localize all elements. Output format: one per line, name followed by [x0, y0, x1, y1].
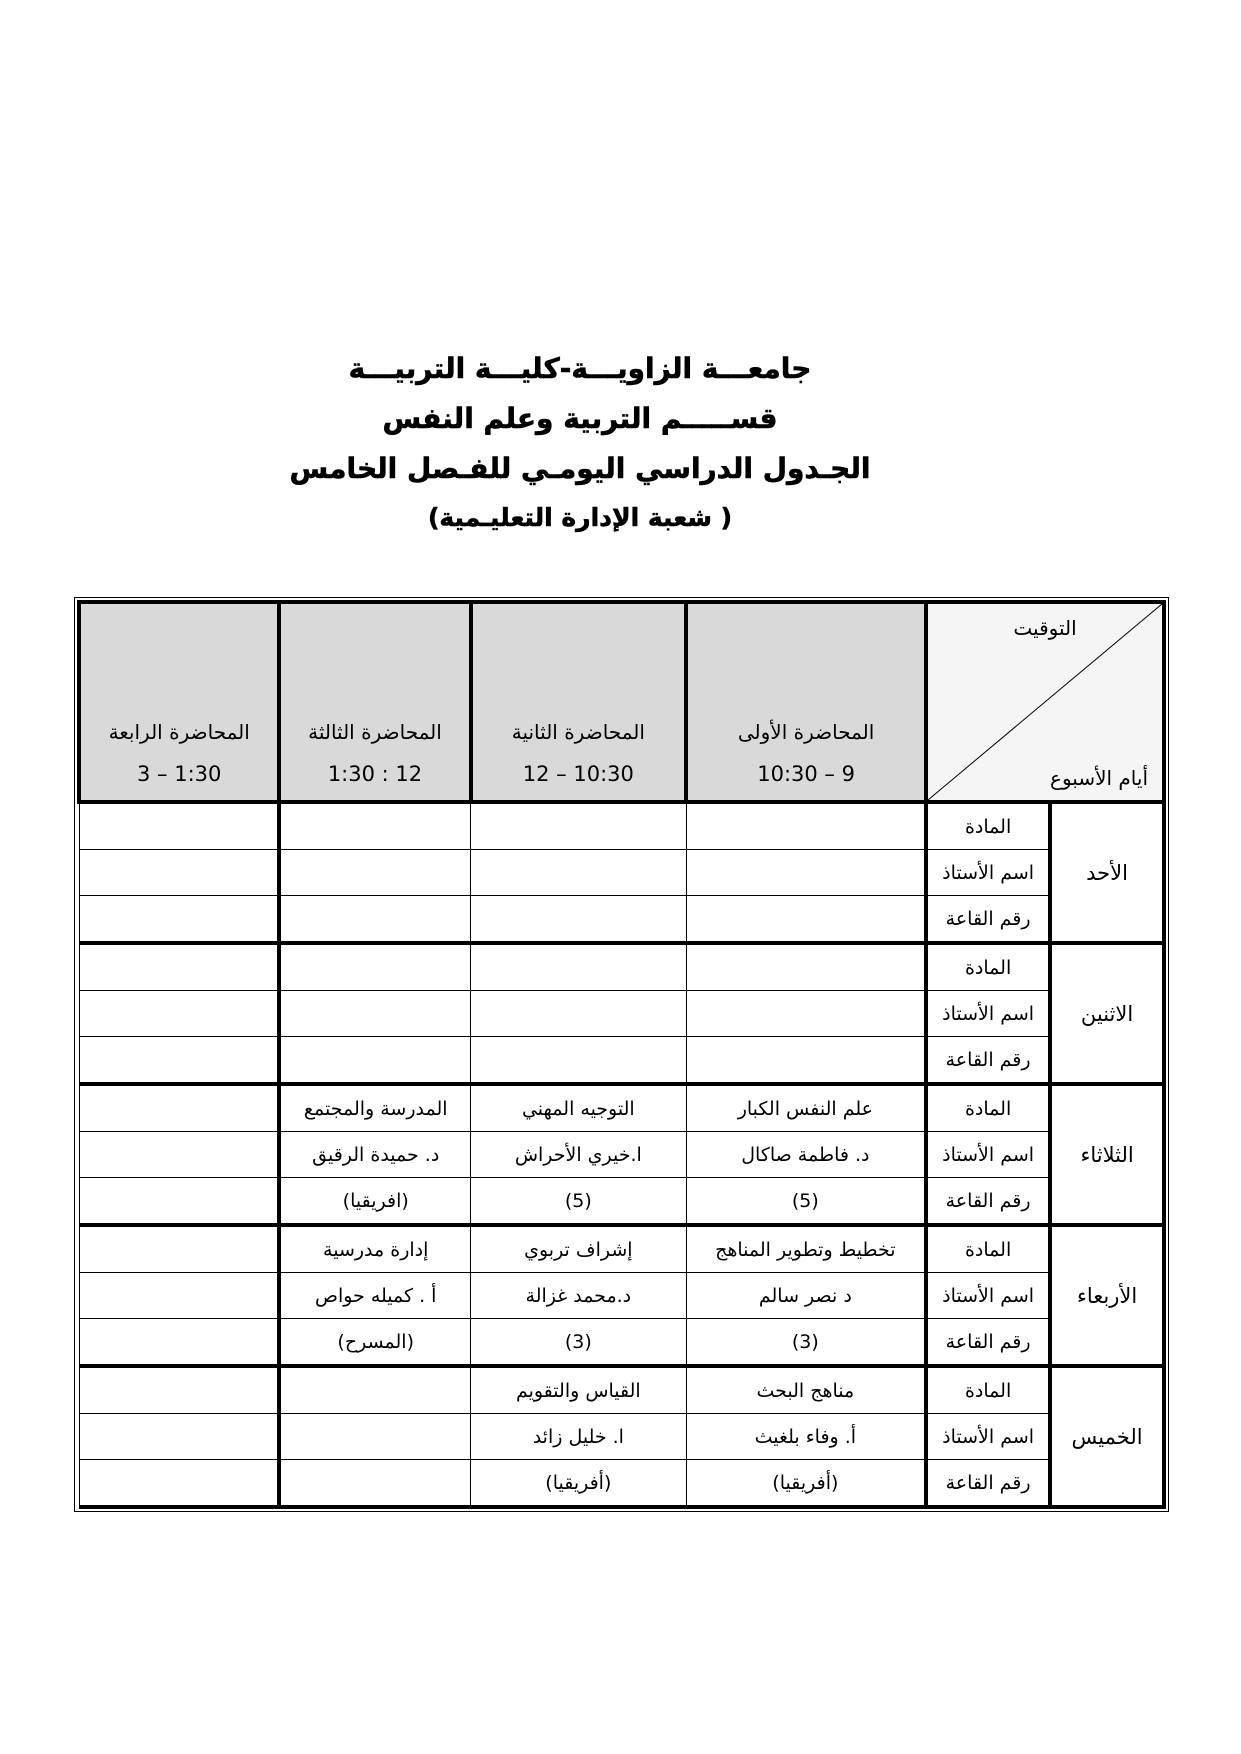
slot-teacher — [79, 1414, 279, 1460]
slot-teacher — [79, 1273, 279, 1319]
header-lecture-4 — [79, 602, 279, 802]
slot-subject: مناهج البحث — [686, 1366, 926, 1414]
slot-teacher: ا. خليل زائد — [471, 1414, 687, 1460]
table-row — [79, 943, 1164, 991]
slot-teacher — [686, 850, 926, 896]
slot-room: (المسرح) — [279, 1319, 470, 1367]
lecture-3-time: 1:30 : 12 — [327, 762, 423, 786]
slot-subject: إدارة مدرسية — [279, 1225, 470, 1273]
slot-room — [686, 1037, 926, 1085]
slot-teacher: د.محمد غزالة — [471, 1273, 687, 1319]
table-row — [79, 1037, 1164, 1085]
row-label-teacher: اسم الأستاذ — [926, 850, 1050, 896]
row-label-room: رقم القاعة — [926, 896, 1050, 944]
schedule-table-container — [77, 600, 1166, 1509]
slot-subject: المدرسة والمجتمع — [279, 1084, 470, 1132]
slot-room — [79, 1319, 279, 1367]
table-row — [79, 1460, 1164, 1508]
lecture-3-name: المحاضرة الثالثة — [308, 720, 442, 744]
slot-room: (افريقيا) — [279, 1178, 470, 1226]
slot-subject — [279, 943, 470, 991]
slot-room — [471, 896, 687, 944]
document-title-block — [40, 344, 1120, 542]
slot-teacher: د. فاطمة صاكال — [686, 1132, 926, 1178]
slot-room: (5) — [686, 1178, 926, 1226]
day-cell-tuesday: الثلاثاء — [1050, 1084, 1164, 1225]
lecture-2-time: 12 – 10:30 — [522, 762, 634, 786]
slot-room — [686, 896, 926, 944]
lecture-1-name: المحاضرة الأولى — [737, 720, 875, 744]
slot-room: (3) — [471, 1319, 687, 1367]
slot-teacher — [279, 991, 470, 1037]
table-row — [79, 1273, 1164, 1319]
slot-teacher: ا.خيري الأحراش — [471, 1132, 687, 1178]
schedule-table — [77, 600, 1166, 1509]
slot-teacher — [79, 1132, 279, 1178]
slot-teacher: أ. وفاء بلغيث — [686, 1414, 926, 1460]
slot-room — [79, 1037, 279, 1085]
lecture-4-time: 3 – 1:30 — [137, 762, 222, 786]
title-division: ( شعبة الإدارة التعليـمية) — [427, 503, 733, 532]
slot-room — [79, 896, 279, 944]
slot-teacher — [279, 1414, 470, 1460]
slot-room: (3) — [686, 1319, 926, 1367]
slot-subject: علم النفس الكبار — [686, 1084, 926, 1132]
table-row — [79, 802, 1164, 850]
corner-cell — [926, 602, 1164, 802]
slot-teacher: د. حميدة الرقيق — [279, 1132, 470, 1178]
slot-room — [471, 1037, 687, 1085]
row-label-teacher: اسم الأستاذ — [926, 1414, 1050, 1460]
lecture-4-name: المحاضرة الرابعة — [108, 720, 250, 744]
lecture-2-name: المحاضرة الثانية — [511, 720, 645, 744]
slot-room — [79, 1178, 279, 1226]
slot-subject — [79, 943, 279, 991]
table-row — [79, 1178, 1164, 1226]
title-university: جامعـــة الزاويـــة-كليـــة التربيـــة — [348, 352, 812, 385]
row-label-teacher: اسم الأستاذ — [926, 991, 1050, 1037]
slot-subject: تخطيط وتطوير المناهج — [686, 1225, 926, 1273]
slot-subject — [79, 1084, 279, 1132]
day-cell-thursday: الخميس — [1050, 1366, 1164, 1507]
row-label-subject: المادة — [926, 943, 1050, 991]
table-row — [79, 991, 1164, 1037]
slot-subject — [79, 802, 279, 850]
row-label-teacher: اسم الأستاذ — [926, 1132, 1050, 1178]
slot-room — [79, 1460, 279, 1508]
slot-room: (أفريقيا) — [686, 1460, 926, 1508]
slot-room: (5) — [471, 1178, 687, 1226]
table-row — [79, 1319, 1164, 1367]
slot-teacher: أ . كميله حواص — [279, 1273, 470, 1319]
row-label-room: رقم القاعة — [926, 1037, 1050, 1085]
slot-subject: التوجيه المهني — [471, 1084, 687, 1132]
table-row — [79, 850, 1164, 896]
header-row — [79, 602, 1164, 802]
row-label-room: رقم القاعة — [926, 1460, 1050, 1508]
slot-subject — [79, 1366, 279, 1414]
table-row — [79, 1366, 1164, 1414]
row-label-room: رقم القاعة — [926, 1178, 1050, 1226]
title-department: قســـــم التربية وعلم النفس — [382, 402, 778, 435]
day-cell-monday: الاثنين — [1050, 943, 1164, 1084]
row-label-subject: المادة — [926, 1084, 1050, 1132]
table-row — [79, 896, 1164, 944]
slot-subject — [471, 943, 687, 991]
slot-subject — [279, 1366, 470, 1414]
day-cell-sunday: الأحد — [1050, 802, 1164, 943]
table-row — [79, 1084, 1164, 1132]
day-cell-wednesday: الأربعاء — [1050, 1225, 1164, 1366]
slot-subject: إشراف تربوي — [471, 1225, 687, 1273]
slot-subject — [686, 943, 926, 991]
slot-teacher — [686, 991, 926, 1037]
header-lecture-3 — [279, 602, 470, 802]
row-label-subject: المادة — [926, 1366, 1050, 1414]
slot-subject — [279, 802, 470, 850]
slot-subject — [471, 802, 687, 850]
row-label-room: رقم القاعة — [926, 1319, 1050, 1367]
table-row — [79, 1132, 1164, 1178]
slot-teacher — [279, 850, 470, 896]
slot-subject: القياس والتقويم — [471, 1366, 687, 1414]
table-row — [79, 1225, 1164, 1273]
header-lecture-2 — [471, 602, 687, 802]
slot-room — [279, 896, 470, 944]
slot-subject — [686, 802, 926, 850]
slot-subject — [79, 1225, 279, 1273]
slot-room — [279, 1037, 470, 1085]
slot-room: (أفريقيا) — [471, 1460, 687, 1508]
title-schedule: الجـدول الدراسي اليومـي للفـصل الخامس — [289, 452, 871, 485]
slot-teacher: د نصر سالم — [686, 1273, 926, 1319]
slot-room — [279, 1460, 470, 1508]
table-row — [79, 1414, 1164, 1460]
row-label-teacher: اسم الأستاذ — [926, 1273, 1050, 1319]
header-lecture-1 — [686, 602, 926, 802]
lecture-1-time: 10:30 – 9 — [757, 762, 855, 786]
slot-teacher — [79, 991, 279, 1037]
row-label-subject: المادة — [926, 802, 1050, 850]
slot-teacher — [79, 850, 279, 896]
slot-teacher — [471, 991, 687, 1037]
row-label-subject: المادة — [926, 1225, 1050, 1273]
corner-label-weekdays: أيام الأسبوع — [1050, 766, 1148, 790]
slot-teacher — [471, 850, 687, 896]
corner-label-timing: التوقيت — [1013, 616, 1077, 640]
